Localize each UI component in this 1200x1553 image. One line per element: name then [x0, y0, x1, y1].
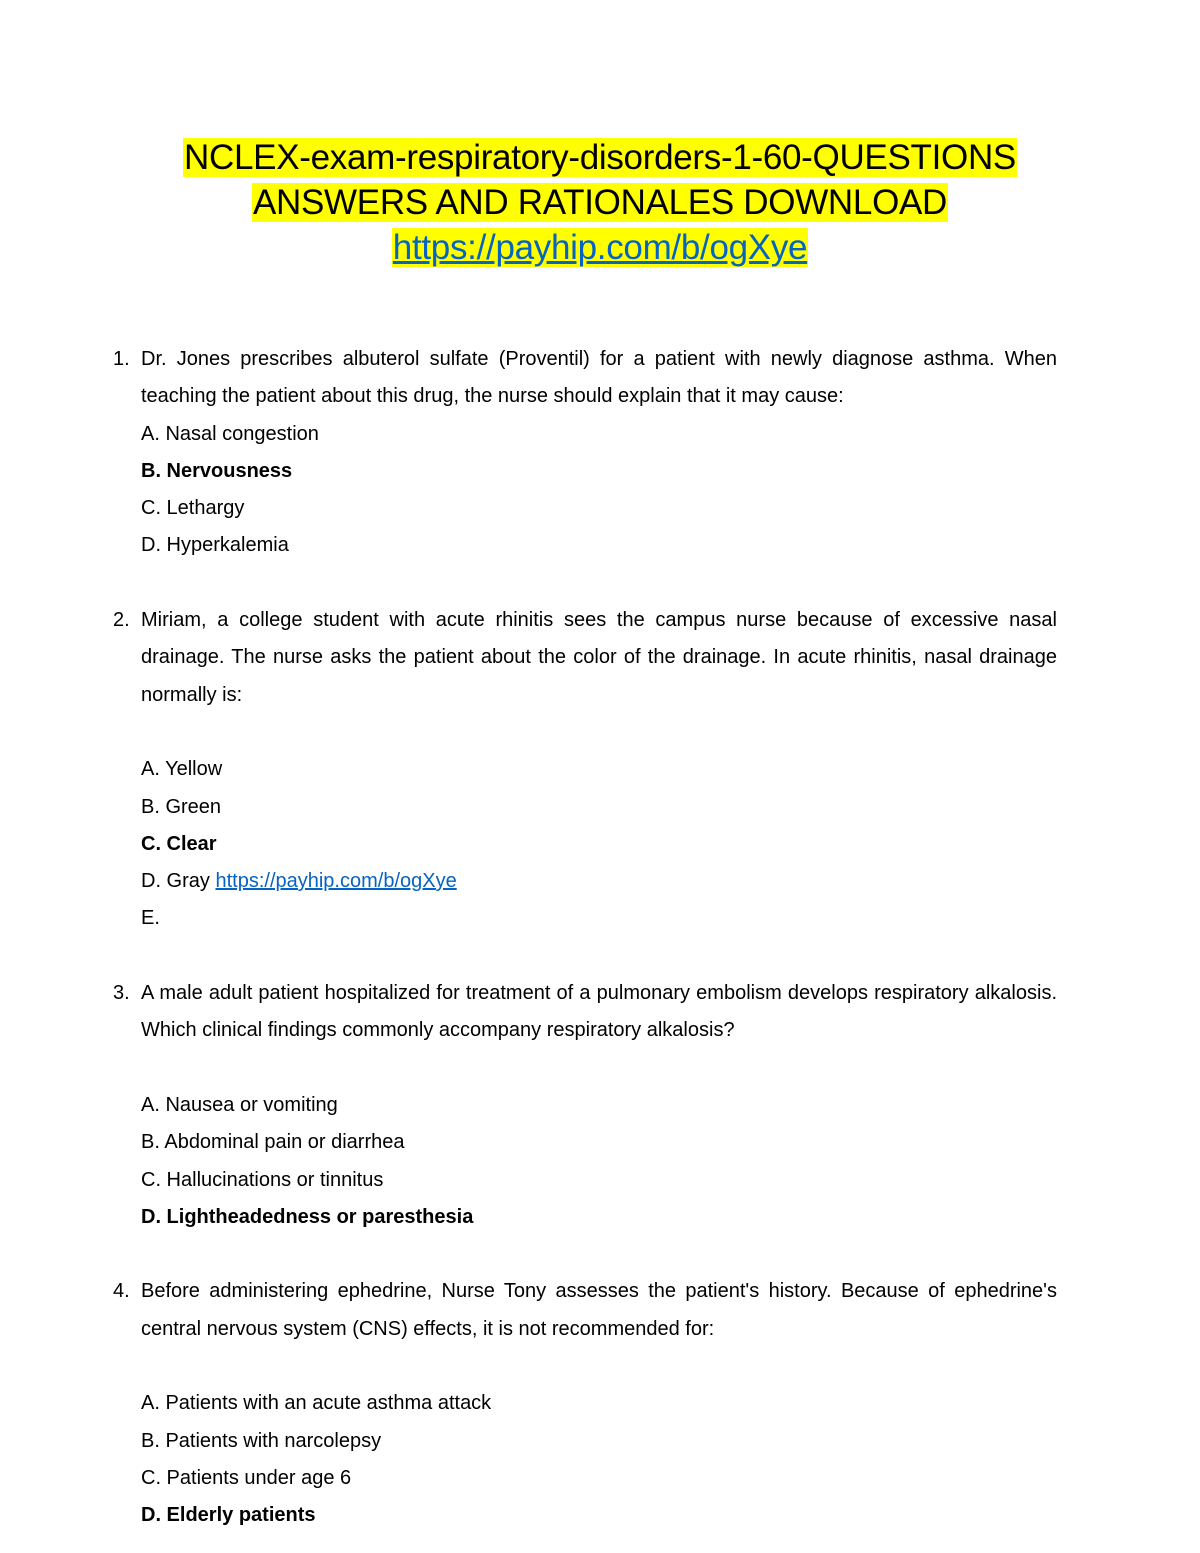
option-c-correct: C. Clear: [141, 832, 217, 855]
answer-options: [141, 1385, 1200, 1534]
question-2: [0, 602, 1200, 938]
question-stem: Before administering ephedrine, Nurse Tony assesses the patient's history. Because of ephedrine's central nervous system (CNS) effects, it is not recommended for:: [141, 1280, 1057, 1340]
option-d-correct: D. Lightheadedness or paresthesia: [141, 1205, 474, 1228]
question-4: [0, 1273, 1200, 1534]
option-c: C. Lethargy: [141, 497, 245, 520]
answer-options: [141, 416, 1200, 565]
answer-options: [141, 1087, 1200, 1236]
answer-options: [141, 751, 1200, 937]
question-list: [0, 341, 1200, 1535]
option-b: B. Patients with narcolepsy: [141, 1429, 382, 1452]
option-b: B. Green: [141, 795, 222, 818]
document-title: [0, 135, 1200, 270]
title-line-1: NCLEX-exam-respiratory-disorders-1-60-QUESTIONS: [184, 138, 1016, 177]
option-d: D. Hyperkalemia: [141, 534, 289, 557]
title-download-link[interactable]: https://payhip.com/b/ogXye: [392, 228, 808, 267]
option-a: A. Nausea or vomiting: [141, 1093, 338, 1116]
question-number: 3.: [113, 982, 130, 1005]
option-a: A. Yellow: [141, 758, 223, 781]
option-a: A. Nasal congestion: [141, 422, 319, 445]
option-a: A. Patients with an acute asthma attack: [141, 1392, 492, 1415]
question-number: 2.: [113, 609, 130, 632]
option-d-correct: D. Elderly patients: [141, 1504, 316, 1527]
question-number: 1.: [113, 348, 130, 370]
question-stem: Dr. Jones prescribes albuterol sulfate (Proventil) for a patient with newly diagnose asthma. When teaching the patient about this drug, the nurse should explain that it may cause:: [141, 348, 1057, 408]
option-b-correct: B. Nervousness: [141, 459, 293, 482]
option-c: C. Hallucinations or tinnitus: [141, 1168, 384, 1191]
option-c: C. Patients under age 6: [141, 1466, 352, 1489]
question-number: 4.: [113, 1280, 130, 1303]
option-d: D. Gray https://payhip.com/b/ogXye: [141, 870, 457, 893]
option-e: E.: [141, 907, 160, 930]
title-line-2: ANSWERS AND RATIONALES DOWNLOAD: [252, 183, 948, 222]
option-b: B. Abdominal pain or diarrhea: [141, 1131, 405, 1154]
question-1: [0, 341, 1200, 565]
inline-download-link[interactable]: https://payhip.com/b/ogXye: [215, 870, 457, 893]
question-stem: Miriam, a college student with acute rhinitis sees the campus nurse because of excessive nasal drainage. The nurse asks the patient about the color of the drainage. In acute rhinitis, nasal drainage normally is:: [141, 609, 1057, 706]
question-3: [0, 975, 1200, 1236]
question-stem: A male adult patient hospitalized for treatment of a pulmonary embolism develops respiratory alkalosis. Which clinical findings commonly accompany respiratory alkalosis?: [141, 982, 1057, 1042]
